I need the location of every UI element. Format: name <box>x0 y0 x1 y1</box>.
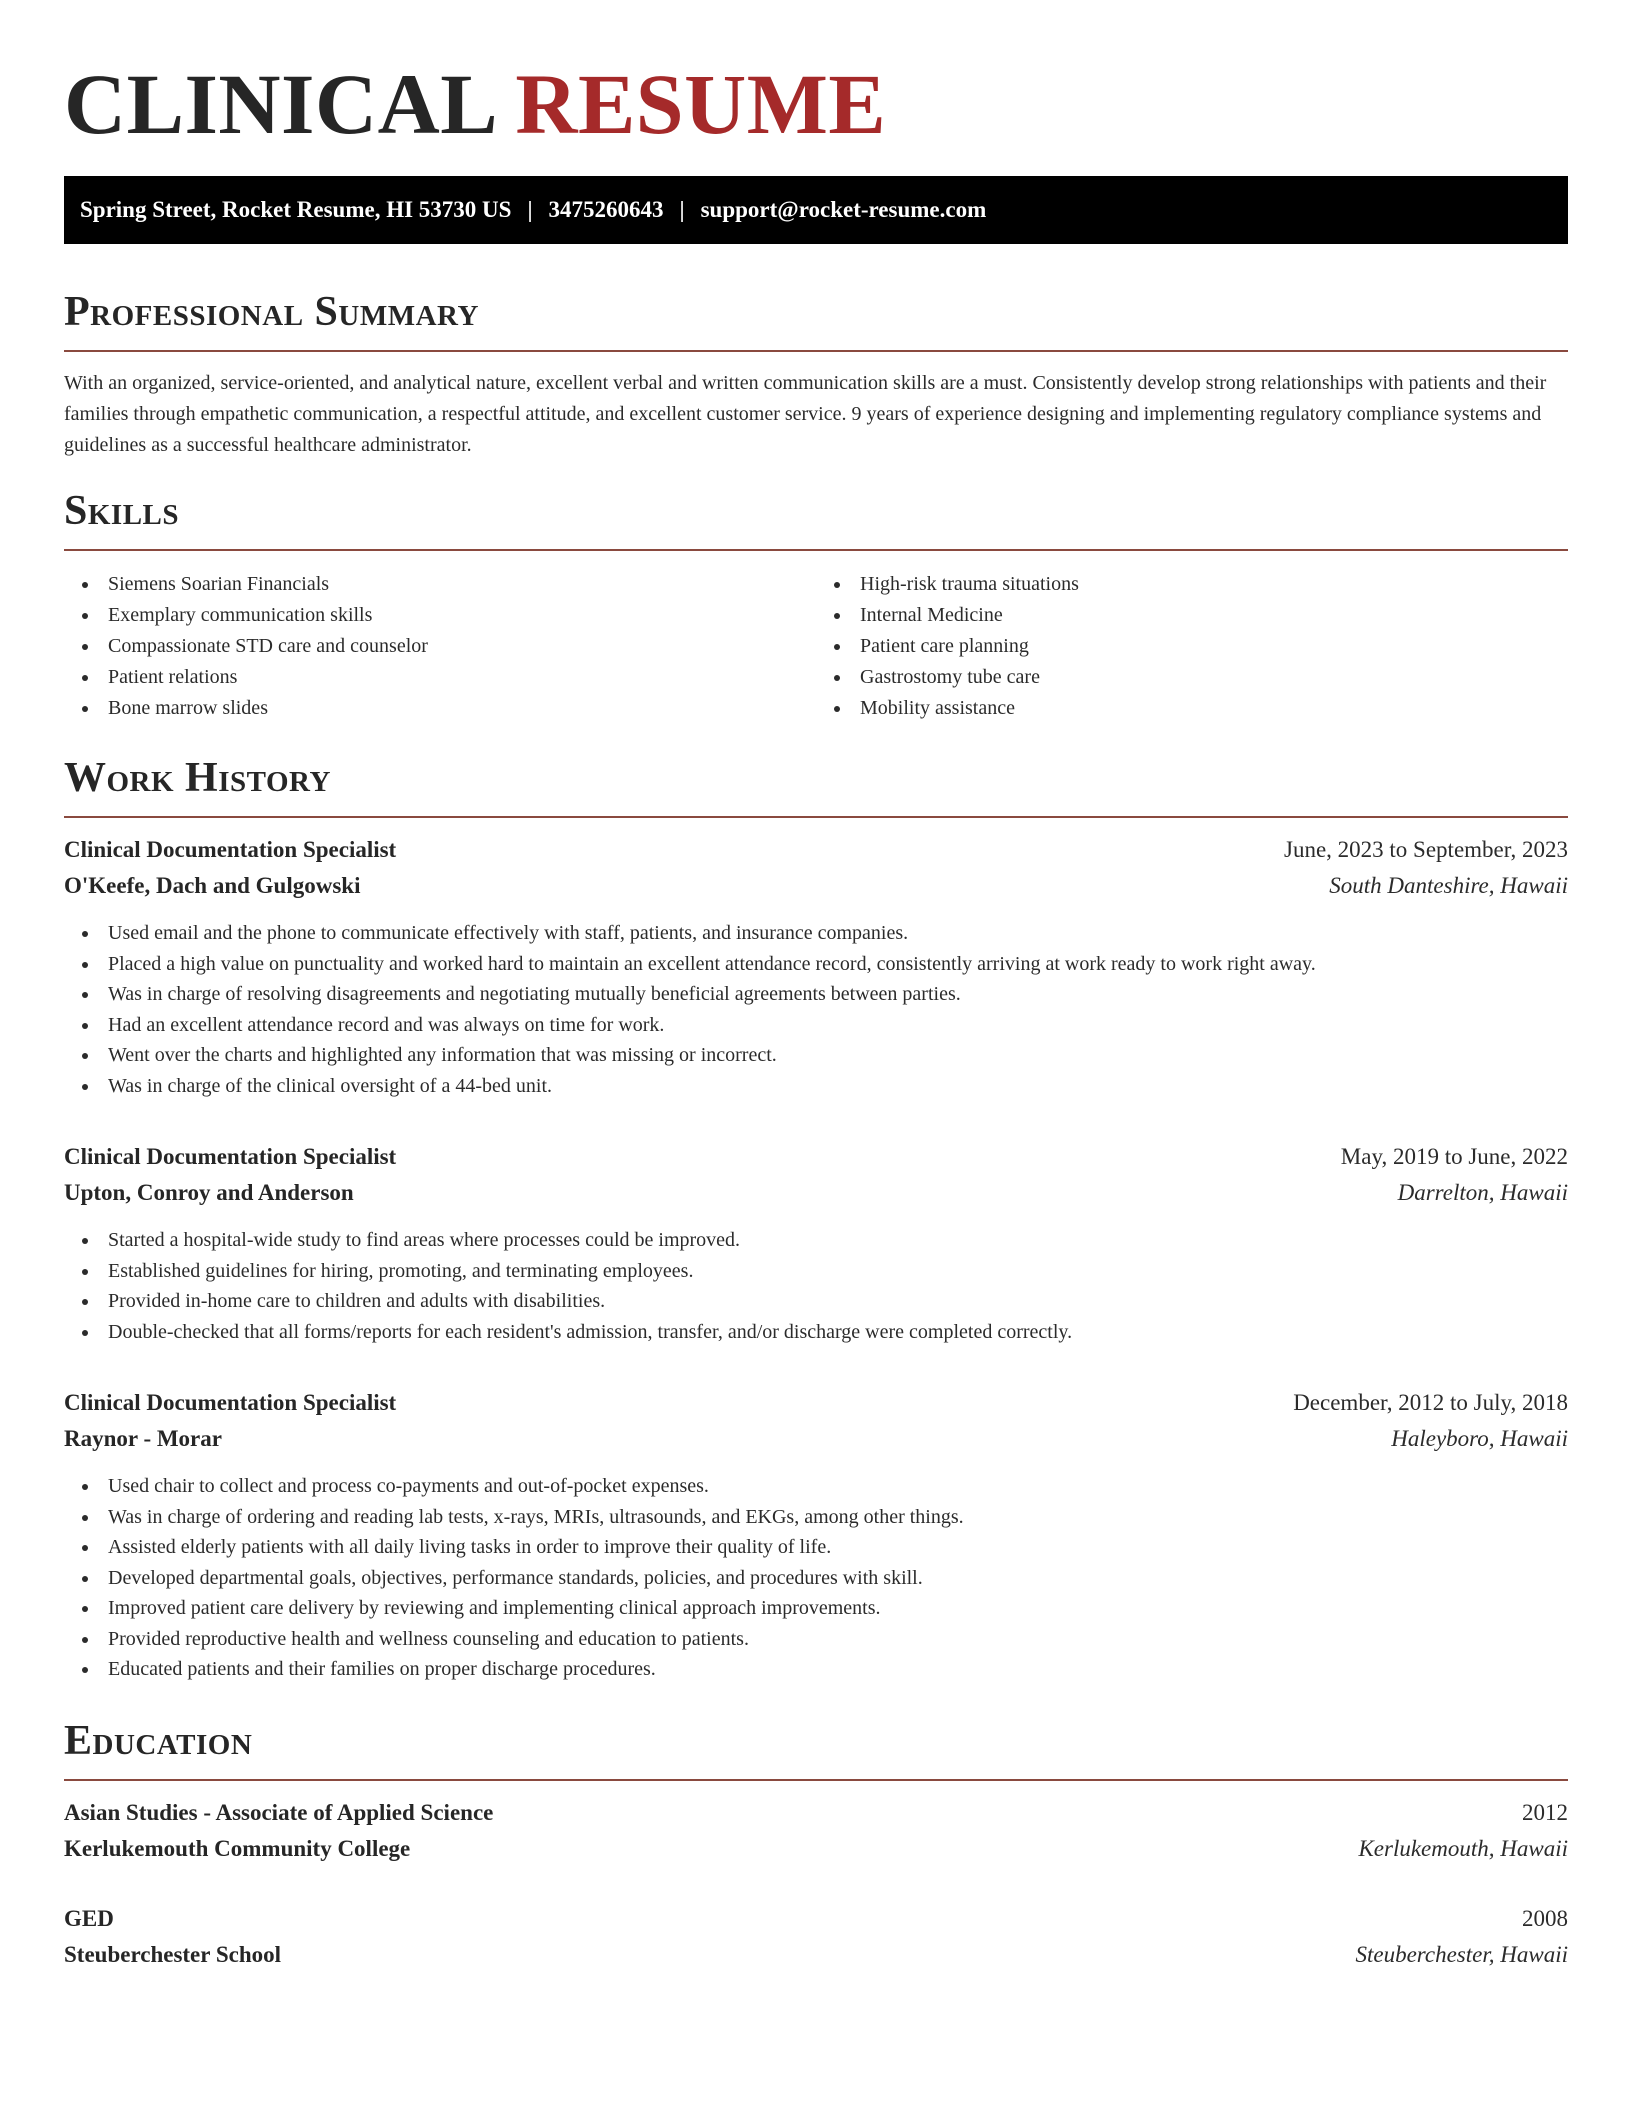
work-history-heading: Work History <box>64 755 331 801</box>
job-company: Raynor - Morar <box>64 1426 222 1451</box>
skill-item: Patient relations <box>108 662 816 693</box>
job-bullets <box>64 918 1568 1101</box>
job-entry <box>64 1139 1568 1347</box>
job-bullet: Was in charge of resolving disagreements and negotiating mutually beneficial agreements between parties. <box>108 979 1568 1010</box>
skill-item: Gastrostomy tube care <box>860 662 1568 693</box>
resume-title <box>64 48 1568 160</box>
education-degree: GED <box>64 1905 114 1931</box>
job-bullet: Developed departmental goals, objectives, performance standards, policies, and procedures with skill. <box>108 1563 1568 1594</box>
job-bullet: Improved patient care delivery by reviewing and implementing clinical approach improvements. <box>108 1593 1568 1624</box>
summary-section <box>64 286 1568 461</box>
summary-text: With an organized, service-oriented, and analytical nature, excellent verbal and written communication skills are a must. Consistently develop strong relationships with patients and their families through empathetic communication, a respectful attitude, and excellent customer service. 9 years of experience designing and implementing regulatory compliance systems and guidelines as a successful healthcare administrator. <box>64 372 1547 456</box>
education-school: Steuberchester School <box>64 1941 281 1967</box>
skills-section <box>64 485 1568 724</box>
job-bullet: Provided reproductive health and wellness counseling and education to patients. <box>108 1624 1568 1655</box>
job-bullet: Established guidelines for hiring, promoting, and terminating employees. <box>108 1256 1568 1287</box>
resume-page <box>64 48 1568 1973</box>
job-location: Darrelton, Hawaii <box>1397 1180 1568 1205</box>
job-title: Clinical Documentation Specialist <box>64 1144 397 1169</box>
education-entry <box>64 1795 1568 1867</box>
education-year: 2008 <box>1522 1905 1568 1931</box>
job-entry <box>64 832 1568 1101</box>
job-company: O'Keefe, Dach and Gulgowski <box>64 873 361 898</box>
summary-heading: Professional Summary <box>64 289 479 335</box>
contact-separator: | <box>527 197 533 222</box>
section-divider <box>64 1779 1568 1781</box>
skill-item: Compassionate STD care and counselor <box>108 631 816 662</box>
job-bullet: Had an excellent attendance record and was always on time for work. <box>108 1010 1568 1041</box>
job-bullet: Used chair to collect and process co-payments and out-of-pocket expenses. <box>108 1471 1568 1502</box>
education-location: Steuberchester, Hawaii <box>1355 1941 1568 1967</box>
skills-right-column <box>816 569 1568 724</box>
skill-item: Patient care planning <box>860 631 1568 662</box>
job-dates: December, 2012 to July, 2018 <box>1293 1390 1568 1415</box>
work-history-section <box>64 752 1568 1685</box>
education-heading: Education <box>64 1717 253 1764</box>
contact-bar <box>64 176 1568 244</box>
job-bullet: Double-checked that all forms/reports for each resident's admission, transfer, and/or discharge were completed correctly. <box>108 1317 1568 1348</box>
education-section <box>64 1715 1568 1973</box>
job-bullets <box>64 1471 1568 1685</box>
job-bullet: Was in charge of the clinical oversight of a 44-bed unit. <box>108 1071 1568 1102</box>
contact-separator: | <box>679 197 685 222</box>
skill-item: Bone marrow slides <box>108 693 816 724</box>
job-location: Haleyboro, Hawaii <box>1391 1426 1568 1451</box>
contact-email[interactable]: support@rocket-resume.com <box>700 197 987 222</box>
job-bullet: Went over the charts and highlighted any information that was missing or incorrect. <box>108 1040 1568 1071</box>
education-entry <box>64 1901 1568 1973</box>
job-location: South Danteshire, Hawaii <box>1329 873 1568 898</box>
job-bullet: Placed a high value on punctuality and worked hard to maintain an excellent attendance record, consistently arriving at work ready to work right away. <box>108 949 1568 980</box>
skill-item: Mobility assistance <box>860 693 1568 724</box>
skills-left-column <box>64 569 816 724</box>
title-second-word: RESUME <box>515 56 887 152</box>
section-divider <box>64 816 1568 818</box>
job-dates: June, 2023 to September, 2023 <box>1284 837 1568 862</box>
job-bullet: Educated patients and their families on proper discharge procedures. <box>108 1654 1568 1685</box>
job-bullet: Used email and the phone to communicate effectively with staff, patients, and insurance companies. <box>108 918 1568 949</box>
job-entry <box>64 1385 1568 1685</box>
job-bullet: Provided in-home care to children and adults with disabilities. <box>108 1286 1568 1317</box>
skills-heading: Skills <box>64 488 180 534</box>
title-first-word: CLINICAL <box>64 56 494 152</box>
education-school: Kerlukemouth Community College <box>64 1835 411 1861</box>
skill-item: High-risk trauma situations <box>860 569 1568 600</box>
job-bullet: Assisted elderly patients with all daily living tasks in order to improve their quality of life. <box>108 1532 1568 1563</box>
skills-grid <box>64 569 1568 724</box>
job-bullet: Started a hospital-wide study to find areas where processes could be improved. <box>108 1225 1568 1256</box>
section-divider <box>64 549 1568 551</box>
education-location: Kerlukemouth, Hawaii <box>1358 1835 1568 1861</box>
job-dates: May, 2019 to June, 2022 <box>1340 1144 1568 1169</box>
skill-item: Internal Medicine <box>860 600 1568 631</box>
job-title: Clinical Documentation Specialist <box>64 837 397 862</box>
education-year: 2012 <box>1522 1799 1568 1825</box>
job-company: Upton, Conroy and Anderson <box>64 1180 354 1205</box>
job-title: Clinical Documentation Specialist <box>64 1390 397 1415</box>
contact-address: Spring Street, Rocket Resume, HI 53730 US <box>80 197 512 222</box>
job-bullets <box>64 1225 1568 1347</box>
skill-item: Siemens Soarian Financials <box>108 569 816 600</box>
contact-phone[interactable]: 3475260643 <box>548 197 664 222</box>
skill-item: Exemplary communication skills <box>108 600 816 631</box>
job-bullet: Was in charge of ordering and reading lab tests, x-rays, MRIs, ultrasounds, and EKGs, among other things. <box>108 1502 1568 1533</box>
section-divider <box>64 350 1568 352</box>
education-degree: Asian Studies - Associate of Applied Science <box>64 1799 494 1825</box>
